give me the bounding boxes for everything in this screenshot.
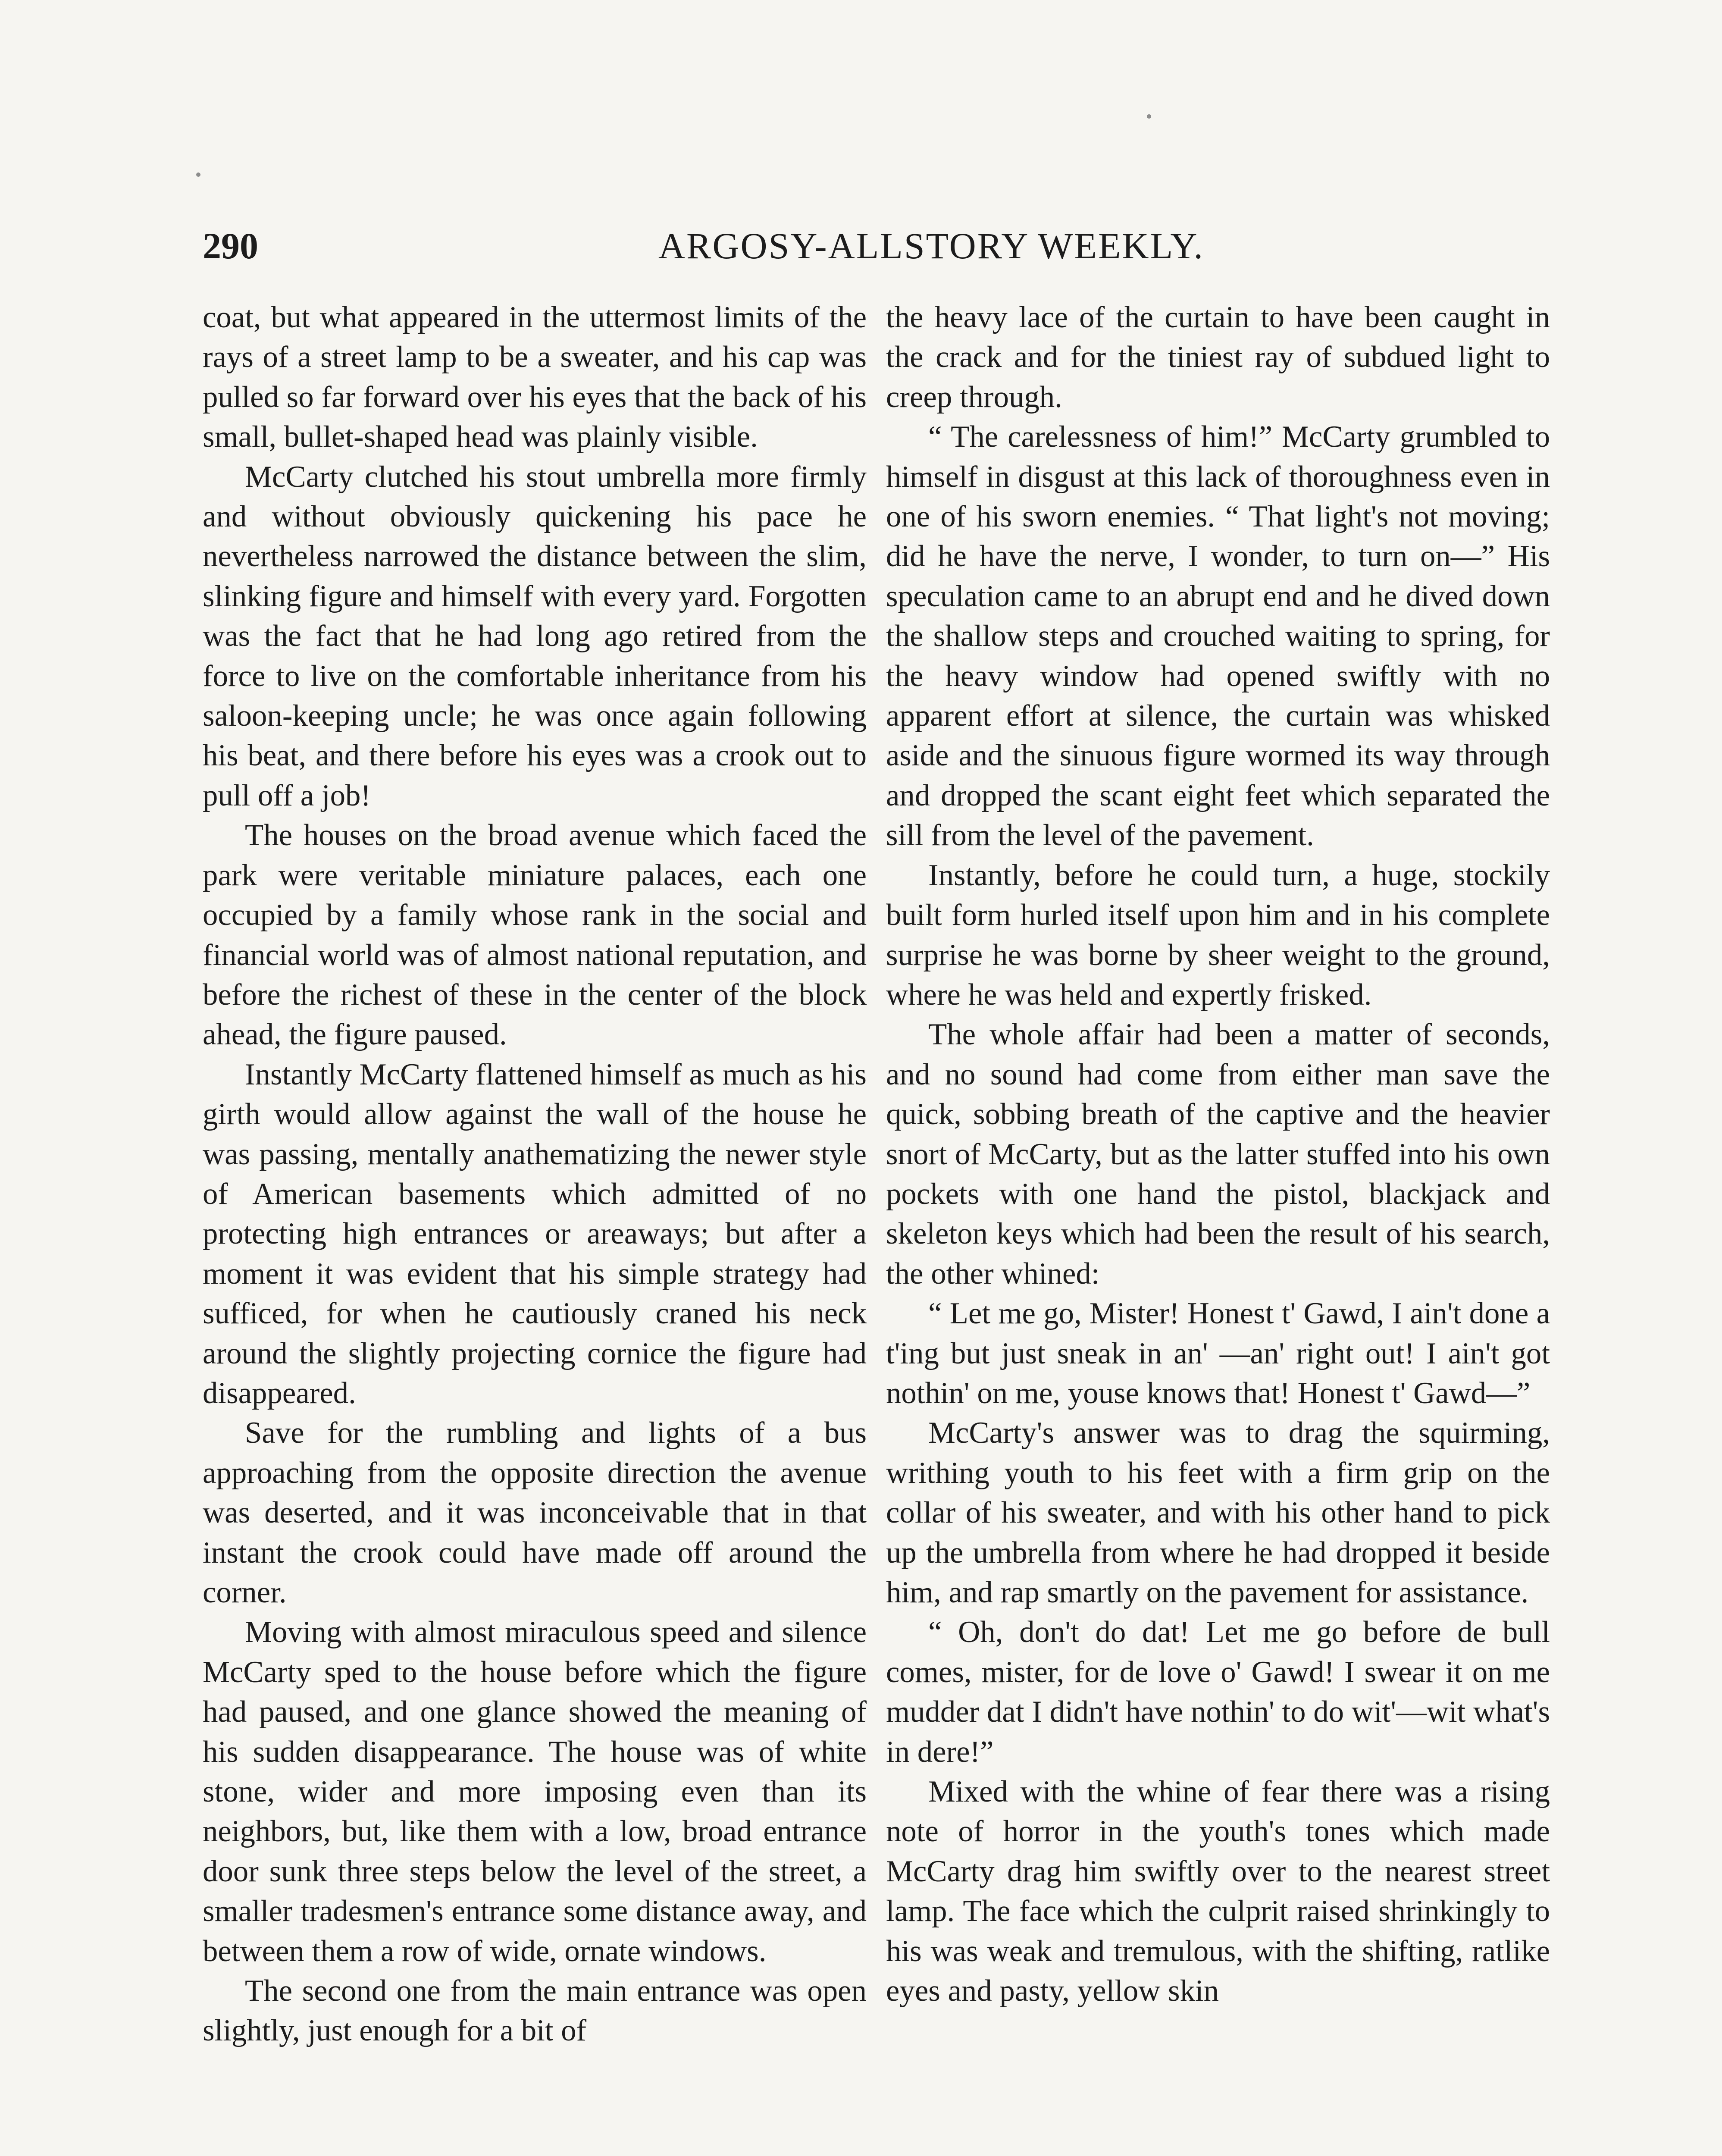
paragraph: Mixed with the whine of fear there was a rising note of horror in the youth's tones which made McCarty drag him swiftly over to the nearest street lamp. The face which the culprit raised shrinkingly to his was weak and tremulous, with the shifting, ratlike eyes and pasty, yellow skin (886, 1775, 1550, 2008)
scan-speck (1147, 114, 1151, 119)
paragraph: Instantly McCarty flattened himself as much as his girth would allow against the wall of the house he was passing, mentally anathematizing the newer style of American basements which admitted of no protecting high entrances or areaways; but after a moment it was evident that his simple strategy had sufficed, for when he cautiously craned his neck around the slightly projecting cornice the figure had disappeared. (203, 1057, 867, 1410)
scan-speck (196, 172, 200, 177)
page-header (203, 224, 1561, 272)
left-column (203, 298, 867, 2051)
page-number: 290 (203, 225, 258, 266)
paragraph: McCarty clutched his stout umbrella more firmly and without obviously quickening his pace he nevertheless narrowed the distance between the slim, slinking figure and himself with every yard. Forgotten was the fact that he had long ago retired from the force to live on the comfortable inheritance from his saloon-keeping uncle; he was once again following his beat, and there before his eyes was a crook out to pull off a job! (203, 460, 867, 812)
paragraph: coat, but what appeared in the uttermost limits of the rays of a street lamp to be a sweater, and his cap was pulled so far forward over his eyes that the back of his small, bullet-shaped head was plainly visible. (203, 301, 867, 454)
paragraph: The whole affair had been a matter of seconds, and no sound had come from either man save the quick, sobbing breath of the captive and the heavier snort of McCarty, but as the latter stuffed into his own pockets with one hand the pistol, blackjack and skeleton keys which had been the result of his search, the other whined: (886, 1018, 1550, 1291)
running-head: ARGOSY-ALLSTORY WEEKLY. (658, 225, 1205, 266)
paragraph: “ The carelessness of him!” McCarty grumbled to himself in disgust at this lack of thoroughness even in one of his sworn enemies. “ That light's not moving; did he have the nerve, I wonder, to turn on—” His speculation came to an abrupt end and he dived down the shallow steps and crouched waiting to spring, for the heavy window had opened swiftly with no apparent effort at silence, the curtain was whisked aside and the sinuous figure wormed its way through and dropped the scant eight feet which separated the sill from the level of the pavement. (886, 420, 1550, 852)
paragraph: the heavy lace of the curtain to have been caught in the crack and for the tiniest ray of subdued light to creep through. (886, 301, 1550, 414)
paragraph: Instantly, before he could turn, a huge, stockily built form hurled itself upon him and in his complete surprise he was borne by sheer weight to the ground, where he was held and expertly frisked. (886, 858, 1550, 1012)
paragraph: “ Oh, don't do dat! Let me go before de bull comes, mister, for de love o' Gawd! I swear it on me mudder dat I didn't have nothin' to do wit'—wit what's in dere!” (886, 1615, 1550, 1769)
paragraph: Save for the rumbling and lights of a bus approaching from the opposite direction the avenue was deserted, and it was inconceivable that in that instant the crook could have made off around the corner. (203, 1416, 867, 1609)
paragraph: McCarty's answer was to drag the squirming, writhing youth to his feet with a firm grip on the collar of his sweater, and with his other hand to pick up the umbrella from where he had dropped it beside him, and rap smartly on the pavement for assistance. (886, 1416, 1550, 1609)
paragraph: Moving with almost miraculous speed and silence McCarty sped to the house before which the figure had paused, and one glance showed the meaning of his sudden disappearance. The house was of white stone, wider and more imposing even than its neighbors, but, like them with a low, broad entrance door sunk three steps below the level of the street, a smaller tradesmen's entrance some distance away, and between them a row of wide, ornate windows. (203, 1615, 867, 1968)
paragraph: The second one from the main entrance was open slightly, just enough for a bit of (203, 1974, 867, 2048)
paragraph: “ Let me go, Mister! Honest t' Gawd, I ain't done a t'ing but just sneak in an' —an' right out! I ain't got nothin' on me, youse knows that! Honest t' Gawd—” (886, 1297, 1550, 1410)
paragraph: The houses on the broad avenue which faced the park were veritable miniature palaces, each one occupied by a family whose rank in the social and financial world was of almost national reputation, and before the richest of these in the center of the block ahead, the figure paused. (203, 818, 867, 1052)
right-column (886, 298, 1550, 2011)
